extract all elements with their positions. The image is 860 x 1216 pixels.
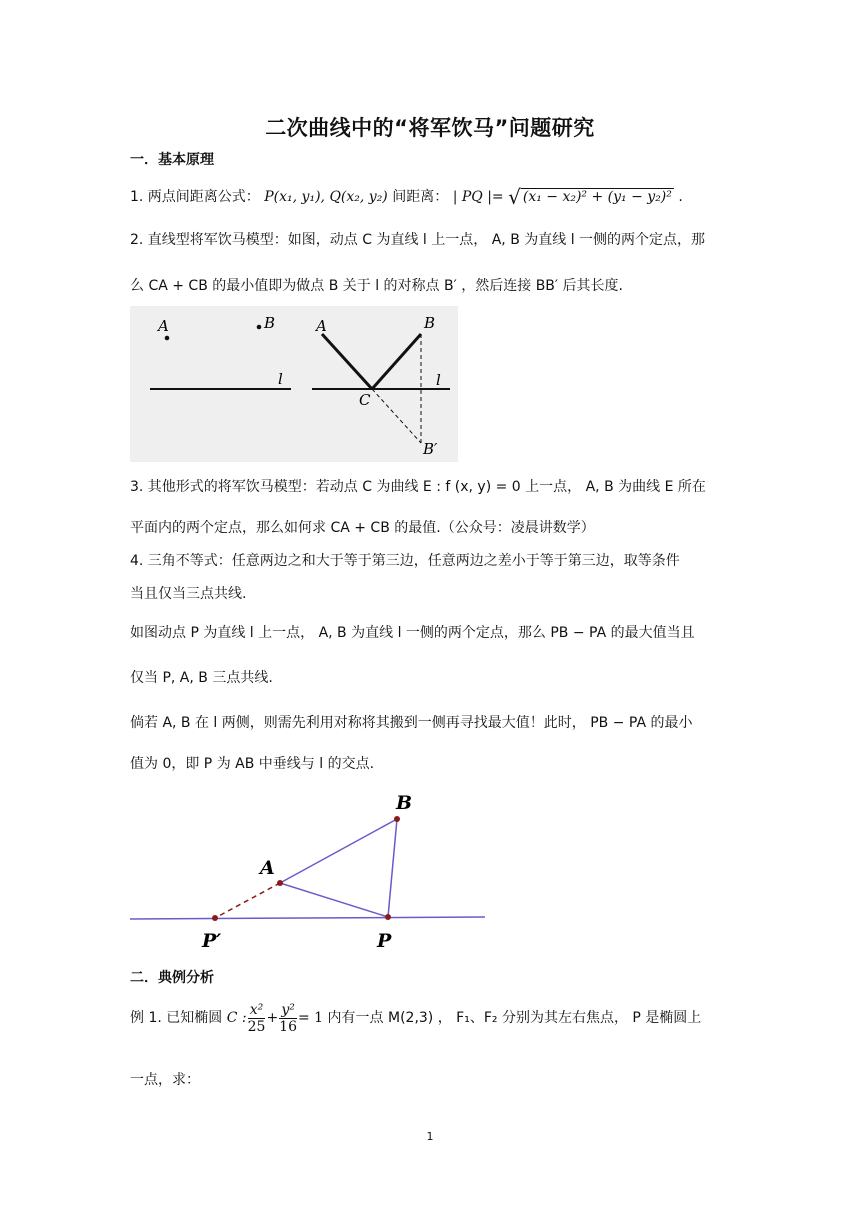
example-1-line-1: [130, 1001, 730, 1035]
fraction-x-denominator: 25: [247, 1018, 266, 1035]
point-a-left: [165, 336, 170, 341]
item-4-line-1: 4. 三角不等式：任意两边之和大于等于第三边，任意两边之差小于等于第三边，取等条件: [130, 553, 680, 569]
item-4-line-2: 当且仅当三点共线.: [130, 586, 247, 602]
figure-1-svg: [130, 306, 458, 462]
fraction-y: [279, 1002, 297, 1035]
point-p: [385, 914, 391, 920]
label-b-right: B: [424, 314, 436, 332]
radicand: (x₁ − x₂)² + (y₁ − y₂)²: [522, 189, 672, 205]
example-1-prefix: 例 1. 已知椭圆: [130, 1010, 223, 1026]
label-b: B: [396, 792, 413, 814]
label-l-left: l: [278, 370, 283, 388]
equals-one: = 1: [298, 1010, 324, 1026]
segment-ap-prime-dashed: [215, 883, 280, 918]
point-p-prime: [212, 915, 218, 921]
line-l: [130, 917, 485, 919]
item-4-line-6: 值为 0，即 P 为 AB 中垂线与 l 的交点.: [130, 756, 375, 772]
item-3-line-2: 平面内的两个定点，那么如何求 CA + CB 的最值.（公众号：凌晨讲数学）: [130, 520, 595, 536]
item-3-line-1: 3. 其他形式的将军饮马模型：若动点 C 为曲线 E : f (x, y) = 0 上一点， A, B 为曲线 E 所在: [130, 479, 706, 495]
fraction-y-denominator: 16: [279, 1018, 297, 1035]
label-p-prime: P′: [202, 930, 222, 952]
label-b-left: B: [264, 314, 276, 332]
example-1-line-2: 一点，求：: [130, 1072, 200, 1088]
item-1-lhs: | PQ |=: [452, 189, 504, 205]
fraction-y-numerator: y²: [279, 1002, 297, 1019]
label-p: P: [377, 930, 392, 952]
segment-cb-prime: [372, 389, 421, 443]
label-c: C: [359, 391, 371, 409]
item-1-end: .: [678, 189, 683, 205]
figure-2-svg: [130, 784, 492, 956]
sqrt-expression: [508, 187, 674, 207]
ellipse-name: C :: [226, 1010, 247, 1026]
figure-triangle-inequality: [130, 784, 492, 956]
label-a: A: [260, 857, 275, 879]
fraction-x: [248, 1002, 266, 1035]
label-a-right: A: [316, 317, 327, 335]
segment-cb: [372, 334, 421, 389]
item-1-points: P(x₁, y₁), Q(x₂, y₂): [264, 189, 388, 205]
label-l-right: l: [436, 371, 441, 389]
radical-sign: √: [508, 185, 521, 209]
item-1-distance-formula: [130, 187, 730, 207]
segment-ac: [322, 334, 372, 389]
segment-ap: [280, 883, 388, 917]
item-1-prefix: 1. 两点间距离公式：: [130, 189, 260, 205]
fraction-x-numerator: x²: [248, 1002, 266, 1019]
example-1-rest: 内有一点 M(2,3) ， F₁、F₂ 分别为其左右焦点， P 是椭圆上: [327, 1010, 702, 1026]
point-a: [277, 880, 283, 886]
label-b-prime: B′: [423, 440, 438, 458]
figure-reflection-model: [130, 306, 458, 462]
item-4-line-5: 倘若 A, B 在 l 两侧，则需先利用对称将其搬到一侧再寻找最大值！此时， PB − PA 的最小: [130, 715, 693, 731]
item-4-line-3: 如图动点 P 为直线 l 上一点， A, B 为直线 l 一侧的两个定点，那么 PB − PA 的最大值当且: [130, 625, 695, 641]
item-2-line-2: 么 CA + CB 的最小值即为做点 B 关于 l 的对称点 B′ ，然后连接 BB′ 后其长度.: [130, 278, 623, 294]
section-heading-basics: 一．基本原理: [130, 152, 214, 168]
segment-bp: [388, 819, 397, 917]
section-heading-examples: 二．典例分析: [130, 970, 214, 986]
segment-ab: [280, 819, 397, 883]
point-b-left: [257, 325, 262, 330]
point-b: [394, 816, 400, 822]
item-1-mid: 间距离：: [392, 189, 449, 205]
page-number: 1: [426, 1130, 434, 1143]
label-a-left: A: [158, 317, 169, 335]
page-title: 二次曲线中的“将军饮马”问题研究: [265, 116, 595, 140]
item-2-line-1: 2. 直线型将军饮马模型：如图，动点 C 为直线 l 上一点， A, B 为直线 l 一侧的两个定点，那: [130, 232, 706, 248]
plus-sign: +: [266, 1010, 279, 1026]
item-4-line-4: 仅当 P, A, B 三点共线.: [130, 670, 273, 686]
